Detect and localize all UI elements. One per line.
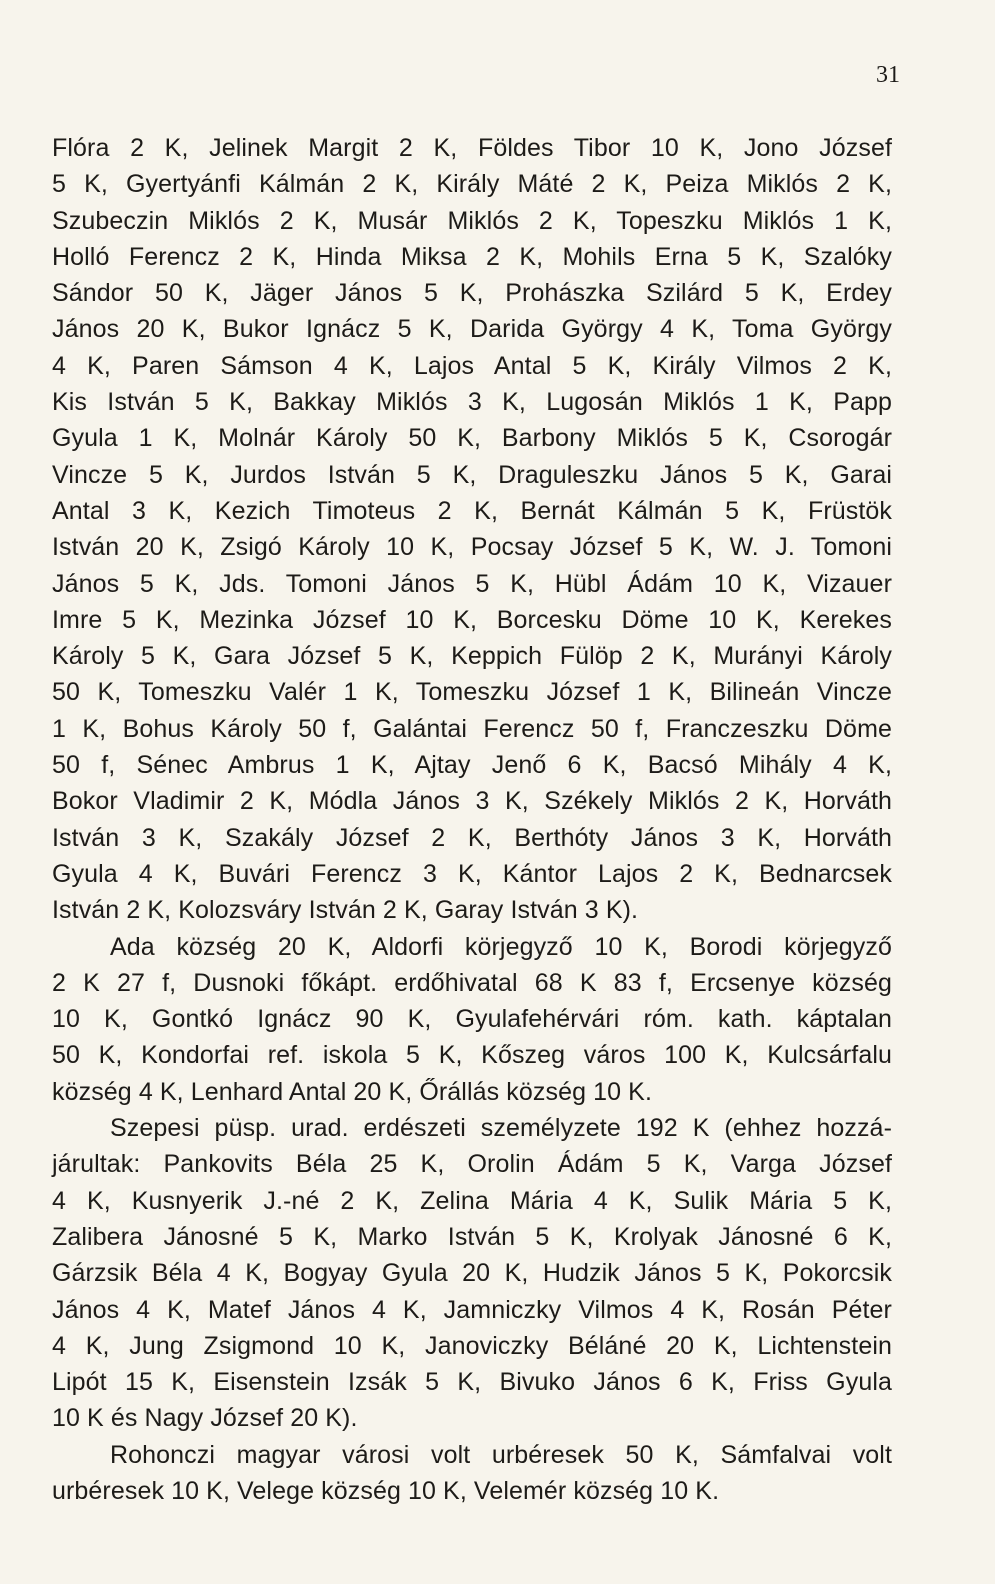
text-line: község 4 K, Lenhard Antal 20 K, Őrállás község 10 K. xyxy=(52,1077,652,1106)
body-text xyxy=(52,130,892,1509)
text-line: 4 K, Paren Sámson 4 K, Lajos Antal 5 K, Király Vilmos 2 K, xyxy=(52,351,892,380)
text-line: Flóra 2 K, Jelinek Margit 2 K, Földes Tibor 10 K, Jono József xyxy=(52,134,892,162)
text-line: 4 K, Jung Zsigmond 10 K, Janoviczky Béláné 20 K, Lichtenstein xyxy=(52,1331,892,1360)
text-line: János 5 K, Jds. Tomoni János 5 K, Hübl Ádám 10 K, Vizauer xyxy=(52,569,892,598)
text-line: járultak: Pankovits Béla 25 K, Orolin Ádám 5 K, Varga József xyxy=(52,1150,892,1179)
text-line: 50 K, Kondorfai ref. iskola 5 K, Kőszeg város 100 K, Kulcsárfalu xyxy=(52,1041,892,1070)
text-line: Kis István 5 K, Bakkay Miklós 3 K, Lugosán Miklós 1 K, Papp xyxy=(52,388,892,417)
text-line: Sándor 50 K, Jäger János 5 K, Prohászka Szilárd 5 K, Erdey xyxy=(52,279,892,308)
text-line: Gyula 4 K, Buvári Ferencz 3 K, Kántor Lajos 2 K, Bednarcsek xyxy=(52,859,892,888)
text-line: 4 K, Kusnyerik J.-né 2 K, Zelina Mária 4 K, Sulik Mária 5 K, xyxy=(52,1186,892,1215)
text-line: Holló Ferencz 2 K, Hinda Miksa 2 K, Mohils Erna 5 K, Szalóky xyxy=(52,242,892,271)
text-line: Szepesi püsp. urad. erdészeti személyzete 192 K (ehhez hozzá- xyxy=(110,1114,892,1143)
text-line: Lipót 15 K, Eisenstein Izsák 5 K, Bivuko János 6 K, Friss Gyula xyxy=(52,1368,892,1397)
text-line: 10 K és Nagy József 20 K). xyxy=(52,1404,358,1433)
text-line: Károly 5 K, Gara József 5 K, Keppich Fülöp 2 K, Murányi Károly xyxy=(52,642,892,671)
text-line: 2 K 27 f, Dusnoki főkápt. erdőhivatal 68 K 83 f, Ercsenye község xyxy=(52,968,892,997)
text-line: Zalibera Jánosné 5 K, Marko István 5 K, Krolyak Jánosné 6 K, xyxy=(52,1222,892,1251)
text-line: Bokor Vladimir 2 K, Módla János 3 K, Székely Miklós 2 K, Horváth xyxy=(52,787,892,816)
text-line: István 20 K, Zsigó Károly 10 K, Pocsay József 5 K, W. J. Tomoni xyxy=(52,533,892,562)
text-line: János 4 K, Matef János 4 K, Jamniczky Vilmos 4 K, Rosán Péter xyxy=(52,1295,892,1324)
text-line: Gyula 1 K, Molnár Károly 50 K, Barbony Miklós 5 K, Csorogár xyxy=(52,424,892,453)
text-line: Rohonczi magyar városi volt urbéresek 50 K, Sámfalvai volt xyxy=(110,1440,892,1469)
page-number: 31 xyxy=(876,62,900,88)
text-line: 5 K, Gyertyánfi Kálmán 2 K, Király Máté 2 K, Peiza Miklós 2 K, xyxy=(52,170,892,199)
text-line: János 20 K, Bukor Ignácz 5 K, Darida György 4 K, Toma György xyxy=(52,315,892,344)
text-line: István 2 K, Kolozsváry István 2 K, Garay István 3 K). xyxy=(52,896,639,925)
text-line: Gárzsik Béla 4 K, Bogyay Gyula 20 K, Hudzik János 5 K, Pokorcsik xyxy=(52,1259,892,1288)
text-line: Vincze 5 K, Jurdos István 5 K, Draguleszku János 5 K, Garai xyxy=(52,460,892,489)
text-line: 10 K, Gontkó Ignácz 90 K, Gyulafehérvári róm. kath. káptalan xyxy=(52,1005,892,1034)
text-line: Antal 3 K, Kezich Timoteus 2 K, Bernát Kálmán 5 K, Früstök xyxy=(52,496,892,525)
text-line: Imre 5 K, Mezinka József 10 K, Borcesku Döme 10 K, Kerekes xyxy=(52,605,892,634)
text-line: István 3 K, Szakály József 2 K, Berthóty János 3 K, Horváth xyxy=(52,823,892,852)
text-line: 50 K, Tomeszku Valér 1 K, Tomeszku József 1 K, Bilineán Vincze xyxy=(52,678,892,707)
text-line: Ada község 20 K, Aldorfi körjegyző 10 K, Borodi körjegyző xyxy=(110,932,892,961)
text-line: urbéresek 10 K, Velege község 10 K, Velemér község 10 K. xyxy=(52,1476,720,1505)
text-line: 50 f, Sénec Ambrus 1 K, Ajtay Jenő 6 K, Bacsó Mihály 4 K, xyxy=(52,751,892,780)
text-line: 1 K, Bohus Károly 50 f, Galántai Ferencz 50 f, Franczeszku Döme xyxy=(52,714,892,743)
text-line: Szubeczin Miklós 2 K, Musár Miklós 2 K, Topeszku Miklós 1 K, xyxy=(52,206,892,235)
